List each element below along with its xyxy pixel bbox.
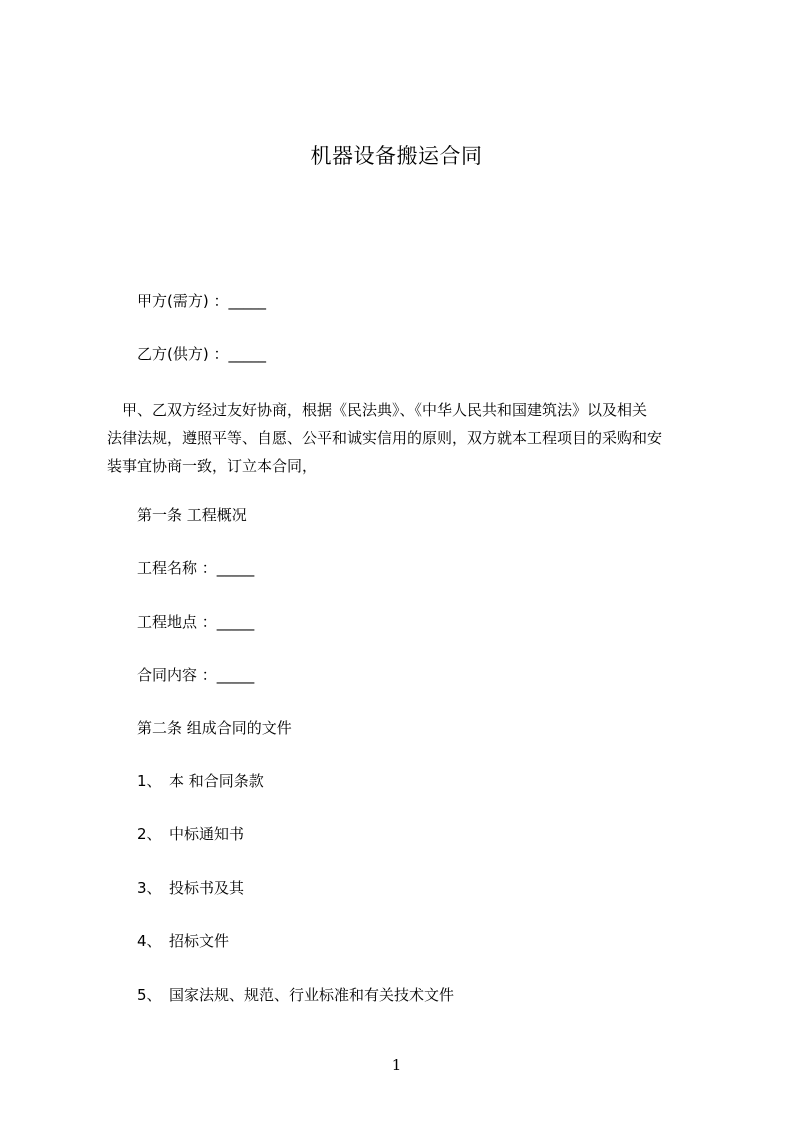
party-b-line: 乙方(供方) ：_____ bbox=[137, 345, 266, 363]
list-item-text: 招标文件 bbox=[169, 932, 230, 950]
list-item-number: 4、 bbox=[137, 932, 162, 950]
article-1-heading: 第一条 工程概况 bbox=[137, 506, 247, 524]
list-item-text: 国家法规、规范、行业标准和有关技术文件 bbox=[169, 986, 455, 1004]
article-2-heading: 第二条 组成合同的文件 bbox=[137, 719, 292, 737]
list-item-text: 中标通知书 bbox=[169, 825, 245, 843]
intro-line: 装事宜协商一致，订立本合同， bbox=[107, 457, 318, 475]
list-item bbox=[137, 985, 454, 1005]
intro-line: 甲、乙双方经过友好协商，根据《民法典》、《中华人民共和国建筑法》以及相关 bbox=[107, 401, 648, 419]
intro-paragraph bbox=[107, 396, 703, 480]
list-item-number: 5、 bbox=[137, 986, 162, 1004]
list-item bbox=[137, 931, 229, 951]
list-item-number: 3、 bbox=[137, 879, 162, 897]
contract-content-line: 合同内容 ：_____ bbox=[137, 666, 255, 684]
page-number: 1 bbox=[391, 1056, 402, 1074]
list-item-number: 2、 bbox=[137, 825, 162, 843]
project-name-line: 工程名称 ：_____ bbox=[137, 559, 255, 577]
project-location-line: 工程地点 ：_____ bbox=[137, 613, 255, 631]
list-item-text: 投标书及其 bbox=[169, 879, 245, 897]
list-item-text: 本 和合同条款 bbox=[169, 772, 264, 790]
list-item-number: 1、 bbox=[137, 772, 162, 790]
list-item bbox=[137, 771, 264, 791]
party-a-line: 甲方(需方) ：_____ bbox=[137, 292, 266, 310]
intro-line: 法律法规，遵照平等、自愿、公平和诚实信用的原则，双方就本工程项目的采购和安 bbox=[107, 429, 663, 447]
list-item bbox=[137, 824, 244, 844]
list-item bbox=[137, 878, 244, 898]
document-title: 机器设备搬运合同 bbox=[310, 144, 483, 168]
